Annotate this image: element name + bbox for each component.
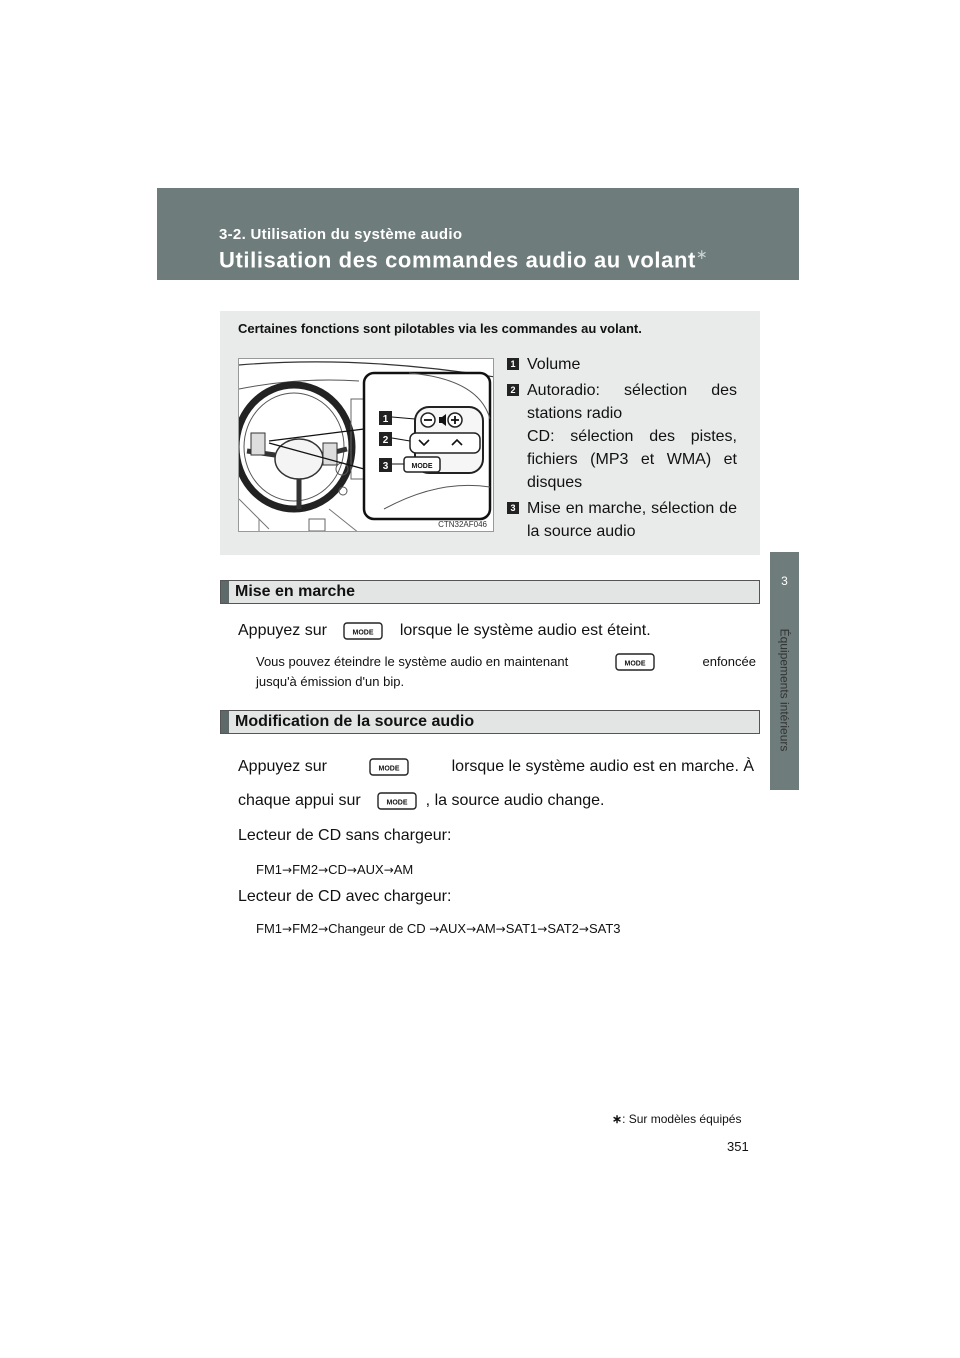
chapter-header (157, 188, 799, 280)
page-title-text: Utilisation des commandes audio au volant (219, 247, 696, 273)
section-bar-power (220, 580, 760, 604)
source-step: SAT2 (547, 921, 579, 936)
section-title-power: Mise en marche (235, 583, 356, 600)
legend-badge-1: 1 (507, 358, 519, 370)
mode-button-icon (369, 758, 409, 776)
page-number: 351 (727, 1139, 749, 1154)
legend-badge-3: 3 (507, 502, 519, 514)
svg-text:MODE: MODE (624, 660, 646, 668)
mode-button-icon (343, 622, 383, 640)
figure-code: CTN32AF046 (438, 520, 487, 529)
source-instruction-line2 (238, 790, 604, 812)
mode-button-icon (377, 792, 417, 810)
footnote (612, 1112, 741, 1126)
arrow-icon: → (429, 922, 440, 936)
legend-item-volume (507, 353, 737, 376)
source-step: FM2 (292, 921, 319, 936)
section-stripe (221, 711, 229, 733)
arrow-icon: → (495, 922, 506, 936)
chapter-side-label (772, 575, 796, 805)
footnote-mark: ∗ (612, 1112, 623, 1126)
source-line2-before: chaque appui sur (238, 792, 361, 809)
figure-mode-label: MODE (411, 463, 433, 470)
arrow-icon: → (466, 922, 477, 936)
source-step: AM (476, 921, 496, 936)
without-changer-label: Lecteur de CD sans chargeur: (238, 827, 452, 844)
chapter-side-label-text: Équipements intérieurs (777, 628, 792, 752)
source-step: AUX (356, 862, 384, 877)
source-step: AM (393, 862, 414, 877)
figure-callout-3: 3 (382, 461, 389, 472)
figure-legend (507, 353, 737, 543)
section-stripe (221, 581, 229, 603)
steering-wheel-illustration (239, 359, 494, 532)
source-instruction-line1 (238, 756, 754, 778)
footnote-text: : Sur modèles équipés (622, 1112, 742, 1126)
section-title-source: Modification de la source audio (235, 713, 475, 730)
source-step: SAT1 (505, 921, 538, 936)
source-step: FM1 (256, 862, 282, 877)
arrow-icon: → (282, 922, 293, 936)
figure-callout-2: 2 (382, 435, 389, 446)
svg-text:MODE: MODE (386, 799, 408, 807)
chapter-number: 3 (781, 574, 788, 588)
intro-box (220, 311, 760, 555)
source-line1-before: Appuyez sur (238, 758, 327, 775)
with-changer-label: Lecteur de CD avec chargeur: (238, 888, 452, 905)
legend-text-1: Volume (527, 356, 581, 373)
section-label: 3-2. Utilisation du système audio (219, 226, 463, 243)
source-step: FM2 (292, 862, 319, 877)
legend-text-2b: CD: sélection des pistes, fichiers (MP3 et WMA) et disques (527, 428, 737, 491)
source-step: AUX (439, 921, 467, 936)
power-note (256, 652, 756, 692)
svg-text:MODE: MODE (378, 765, 400, 773)
arrow-icon: → (318, 922, 329, 936)
legend-text-2a: Autoradio: sélection des stations radio (527, 382, 737, 422)
power-text-after: lorsque le système audio est éteint. (399, 622, 651, 639)
source-step: SAT3 (588, 921, 621, 936)
section-bar-source (220, 710, 760, 734)
arrow-icon: → (318, 863, 329, 877)
without-changer-sequence (256, 860, 413, 880)
arrow-icon: → (537, 922, 548, 936)
source-line1-after: lorsque le système audio est en marche. À (451, 758, 754, 775)
source-step: Changeur de CD (328, 921, 430, 936)
source-step: FM1 (256, 921, 282, 936)
legend-item-power (507, 497, 737, 543)
power-note-line2: jusqu'à émission d'un bip. (256, 674, 405, 689)
title-asterisk: ∗ (695, 246, 709, 262)
legend-text-3: Mise en marche, sélection de la source audio (527, 500, 737, 540)
source-step: CD (328, 862, 347, 877)
page-title (219, 246, 708, 273)
legend-item-radio-cd (507, 379, 737, 494)
steering-wheel-figure (238, 358, 494, 532)
legend-badge-2: 2 (507, 384, 519, 396)
svg-text:MODE: MODE (352, 629, 374, 637)
power-note-after: enfoncée (702, 654, 756, 669)
arrow-icon: → (282, 863, 293, 877)
figure-callout-1: 1 (382, 414, 389, 425)
arrow-icon: → (383, 863, 394, 877)
arrow-icon: → (578, 922, 589, 936)
power-note-before: Vous pouvez éteindre le système audio en maintenant (256, 654, 569, 669)
power-instruction (238, 620, 651, 642)
arrow-icon: → (346, 863, 357, 877)
power-text-before: Appuyez sur (238, 622, 327, 639)
source-line2-after: , la source audio change. (425, 792, 605, 809)
intro-text: Certaines fonctions sont pilotables via les commandes au volant. (238, 321, 642, 336)
with-changer-sequence (256, 919, 621, 939)
power-note-line1 (256, 652, 756, 672)
mode-button-icon (615, 653, 655, 671)
